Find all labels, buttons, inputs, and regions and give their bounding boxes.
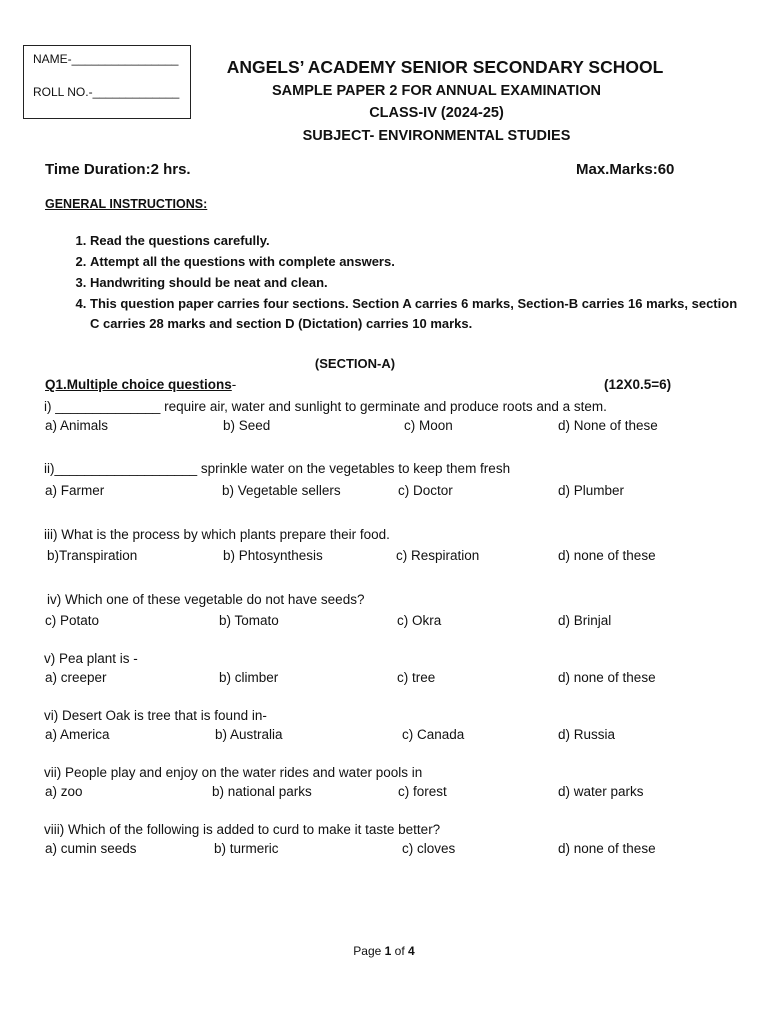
option-a: a) cumin seeds <box>45 841 137 856</box>
question-text: i) ______________ require air, water and sunlight to germinate and produce roots and a stem. <box>44 399 607 414</box>
roll-number-field: ROLL NO.-_____________ <box>33 85 180 99</box>
option-b: b) Australia <box>215 727 283 742</box>
option-d: d) Brinjal <box>558 613 612 628</box>
option-d: d) Russia <box>558 727 616 742</box>
max-marks: Max.Marks:60 <box>576 161 675 178</box>
option-c: c) Respiration <box>396 548 480 563</box>
q1-label: Q1.Multiple choice questions <box>45 377 232 392</box>
q1-heading <box>45 377 236 392</box>
question-text: viii) Which of the following is added to curd to make it taste better? <box>44 822 441 837</box>
option-d: d) none of these <box>558 670 656 685</box>
instructions-title: GENERAL INSTRUCTIONS: <box>45 197 208 211</box>
school-name: ANGELS’ ACADEMY SENIOR SECONDARY SCHOOL <box>226 57 664 77</box>
question-text: vi) Desert Oak is tree that is found in- <box>44 708 267 723</box>
option-a: a) Animals <box>45 418 109 433</box>
option-b: b) turmeric <box>214 841 279 856</box>
page-number <box>0 944 768 958</box>
q1-marks: (12X0.5=6) <box>604 377 672 392</box>
option-b: b) Tomato <box>219 613 279 628</box>
option-b: b) climber <box>219 670 279 685</box>
time-duration: Time Duration:2 hrs. <box>45 161 191 178</box>
option-c: c) forest <box>398 784 447 799</box>
option-a: a) Farmer <box>45 483 105 498</box>
instruction-item: 3. Handwriting should be neat and clean. <box>90 273 750 293</box>
instruction-item: 4. This question paper carries four sections. Section A carries 6 marks, Section-B carries 16 marks, section C carries 28 marks and section D (Dictation) carries 10 marks. <box>90 294 750 334</box>
instruction-item: 2. Attempt all the questions with complete answers. <box>90 252 750 272</box>
option-c: c) Okra <box>397 613 442 628</box>
subject-label: SUBJECT- ENVIRONMENTAL STUDIES <box>302 128 571 144</box>
option-a: a) America <box>45 727 110 742</box>
section-title: (SECTION-A) <box>314 356 396 371</box>
option-b: b) Vegetable sellers <box>222 483 341 498</box>
option-a: a) zoo <box>45 784 83 799</box>
total-pages: 4 <box>408 944 415 958</box>
option-a: a) creeper <box>45 670 107 685</box>
option-b: b) Seed <box>223 418 271 433</box>
option-a: b)Transpiration <box>47 548 138 563</box>
class-label: CLASS-IV (2024-25) <box>369 105 504 121</box>
instructions-list <box>45 231 750 335</box>
option-d: d) water parks <box>558 784 644 799</box>
question-text: vii) People play and enjoy on the water rides and water pools in <box>44 765 423 780</box>
option-d: d) none of these <box>558 841 656 856</box>
option-c: c) tree <box>397 670 436 685</box>
option-b: b) national parks <box>212 784 312 799</box>
student-details-box <box>23 45 191 119</box>
option-a: c) Potato <box>45 613 100 628</box>
option-b: b) Phtosynthesis <box>223 548 323 563</box>
of-word: of <box>394 944 405 958</box>
option-c: c) cloves <box>402 841 456 856</box>
option-c: c) Canada <box>402 727 465 742</box>
question-text: v) Pea plant is - <box>44 651 138 666</box>
option-c: c) Doctor <box>398 483 453 498</box>
question-text: iv) Which one of these vegetable do not have seeds? <box>47 592 365 607</box>
option-d: d) None of these <box>558 418 658 433</box>
question-text: iii) What is the process by which plants prepare their food. <box>44 527 390 542</box>
option-c: c) Moon <box>404 418 453 433</box>
question-text: ii)___________________ sprinkle water on the vegetables to keep them fresh <box>44 461 511 476</box>
option-d: d) none of these <box>558 548 656 563</box>
page-word: Page <box>353 944 382 958</box>
option-d: d) Plumber <box>558 483 625 498</box>
instruction-item: 1. Read the questions carefully. <box>90 231 750 251</box>
q1-dash: - <box>231 377 237 392</box>
name-field: NAME-________________ <box>33 52 179 66</box>
current-page: 1 <box>384 944 392 958</box>
paper-title: SAMPLE PAPER 2 FOR ANNUAL EXAMINATION <box>272 83 601 99</box>
